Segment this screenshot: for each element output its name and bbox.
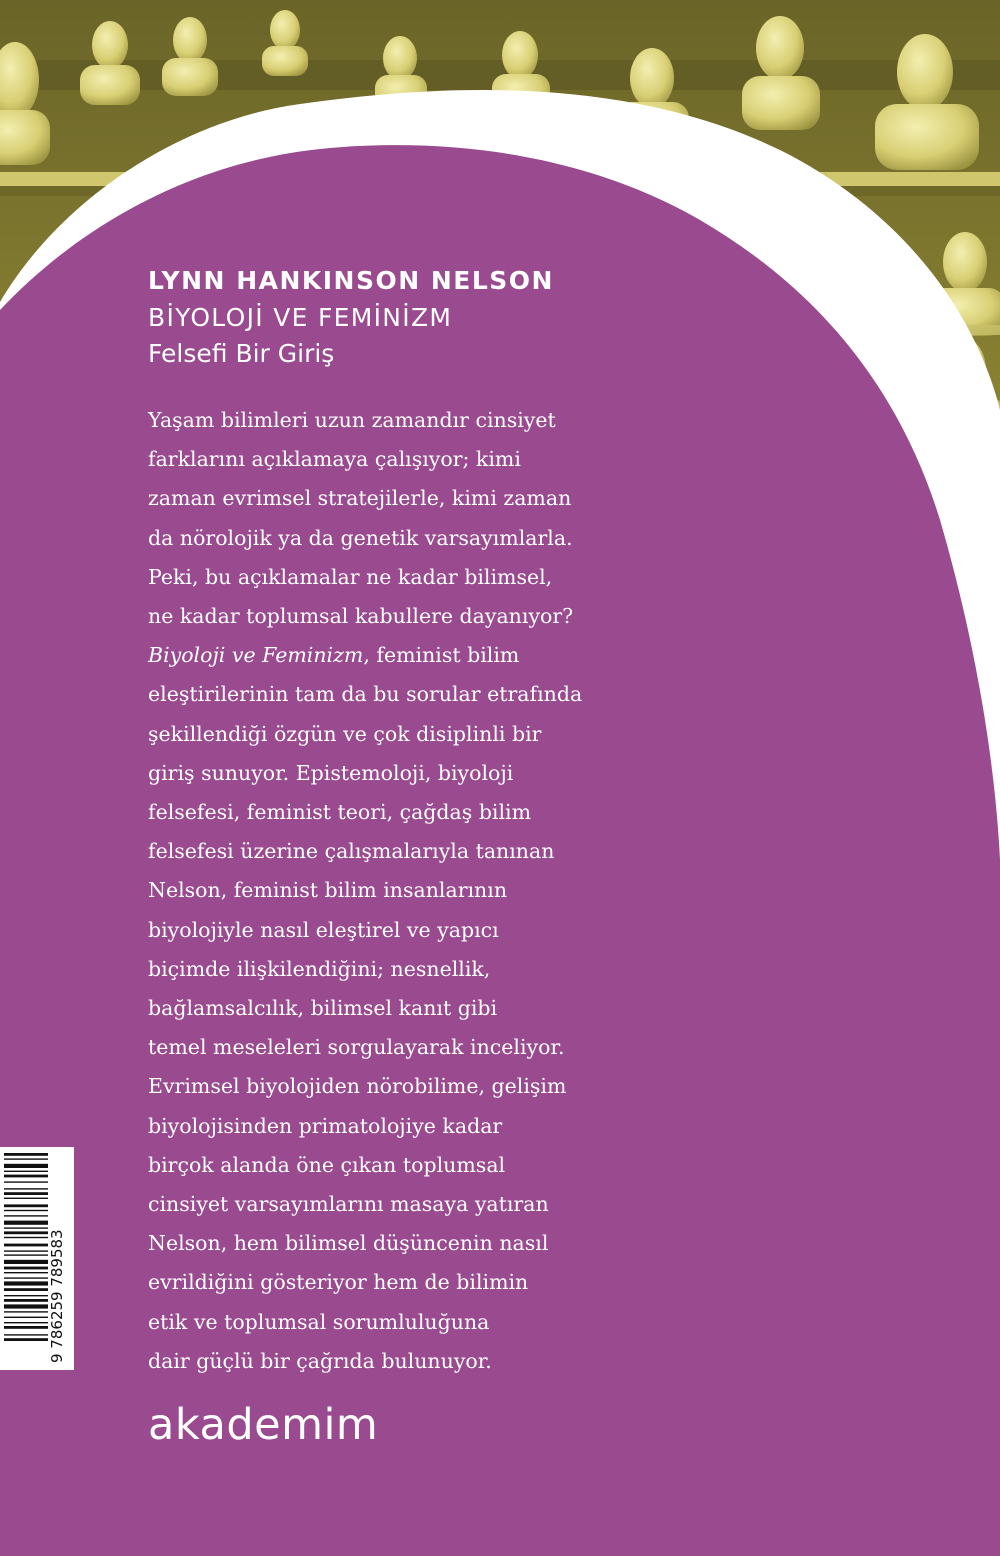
barcode-bar: [4, 1244, 48, 1247]
barcode-bar: [4, 1204, 48, 1207]
barcode-bar: [4, 1231, 48, 1234]
author-name: LYNN HANKINSON NELSON: [148, 266, 554, 295]
barcode-bar: [4, 1304, 48, 1308]
barcode-bar: [4, 1198, 48, 1199]
barcode-bar: [4, 1158, 48, 1159]
barcode-bar: [4, 1299, 48, 1302]
barcode-bar: [4, 1322, 48, 1323]
isbn-digits: 9 786259 789583: [48, 1229, 66, 1363]
blurb-line: etik ve toplumsal sorumluluğuna: [148, 1309, 490, 1334]
book-subtitle: Felsefi Bir Giriş: [148, 339, 335, 368]
barcode-bar: [4, 1215, 48, 1216]
barcode-bar: [4, 1295, 48, 1296]
blurb-line: da nörolojik ya da genetik varsayımlarla.: [148, 525, 573, 550]
barcode-bar: [4, 1188, 48, 1189]
barcode-bar: [4, 1153, 48, 1156]
blurb-line: giriş sunuyor. Epistemoloji, biyoloji: [148, 760, 514, 785]
barcode-bar: [4, 1192, 48, 1195]
barcode-bar: [4, 1237, 48, 1238]
publisher-logo: akademim: [148, 1400, 379, 1450]
blurb-line: Peki, bu açıklamalar ne kadar bilimsel,: [148, 564, 553, 589]
barcode-bar: [4, 1272, 48, 1273]
blurb-line: felsefesi, feminist teori, çağdaş bilim: [148, 800, 532, 825]
blurb-line: birçok alanda öne çıkan toplumsal: [148, 1152, 506, 1177]
blurb-line: ne kadar toplumsal kabullere dayanıyor?: [148, 604, 574, 629]
blurb-line: Yaşam bilimleri uzun zamandır cinsiyet: [148, 408, 556, 432]
blurb-line: [148, 636, 582, 675]
barcode-bar: [4, 1181, 48, 1182]
blurb-line: biyolojisinden primatolojiye kadar: [148, 1113, 503, 1138]
blurb-line: biçimde ilişkilendiğini; nesnellik,: [148, 956, 491, 981]
blurb-line: temel meseleleri sorgulayarak inceliyor.: [148, 1035, 565, 1060]
blurb-line: Evrimsel biyolojiden nörobilime, gelişim: [148, 1074, 567, 1099]
blurb-line-continuation: , feminist bilim: [363, 643, 520, 668]
barcode-bar: [4, 1326, 48, 1329]
blurb-line: şekillendiği özgün ve çok disiplinli bir: [148, 721, 542, 746]
barcode-graphic: [0, 1147, 74, 1370]
blurb-line: zaman evrimsel stratejilerle, kimi zaman: [148, 486, 572, 511]
blurb-line: cinsiyet varsayımlarını masaya yatıran: [148, 1192, 549, 1217]
barcode-bar: [4, 1250, 48, 1251]
blurb-line: biyolojiyle nasıl eleştirel ve yapıcı: [148, 917, 499, 942]
book-title: BİYOLOJİ VE FEMİNİZM: [148, 303, 453, 332]
barcode-bar: [4, 1311, 48, 1312]
barcode-bar: [4, 1221, 48, 1225]
isbn-barcode: [0, 1147, 74, 1370]
barcode-bar: [4, 1288, 48, 1291]
blurb-line: Nelson, feminist bilim insanlarının: [148, 878, 508, 903]
barcode-bar: [4, 1171, 48, 1172]
barcode-bar: [4, 1277, 48, 1278]
barcode-bar: [4, 1281, 48, 1285]
barcode-bar: [4, 1210, 48, 1211]
barcode-bar: [4, 1317, 48, 1318]
blurb-line: farklarını açıklamaya çalışıyor; kimi: [148, 447, 521, 472]
blurb-line: dair güçlü bir çağrıda bulunuyor.: [148, 1348, 492, 1373]
blurb-line: Nelson, hem bilimsel düşüncenin nasıl: [148, 1231, 549, 1256]
blurb-text: [148, 401, 582, 1381]
barcode-bar: [4, 1338, 48, 1341]
barcode-bars: [4, 1153, 48, 1341]
barcode-bar: [4, 1175, 48, 1178]
blurb-line: eleştirilerinin tam da bu sorular etrafında: [148, 682, 583, 707]
blurb-line: bağlamsalcılık, bilimsel kanıt gibi: [148, 996, 498, 1021]
barcode-bar: [4, 1334, 48, 1335]
barcode-bar: [4, 1254, 48, 1255]
blurb-line: felsefesi üzerine çalışmalarıyla tanınan: [148, 839, 555, 864]
barcode-bar: [4, 1164, 48, 1168]
book-title-italic: Biyoloji ve Feminizm: [148, 643, 364, 668]
barcode-bar: [4, 1267, 48, 1270]
barcode-bar: [4, 1227, 48, 1228]
barcode-bar: [4, 1260, 48, 1264]
blurb-line: evrildiğini gösteriyor hem de bilimin: [148, 1270, 529, 1295]
